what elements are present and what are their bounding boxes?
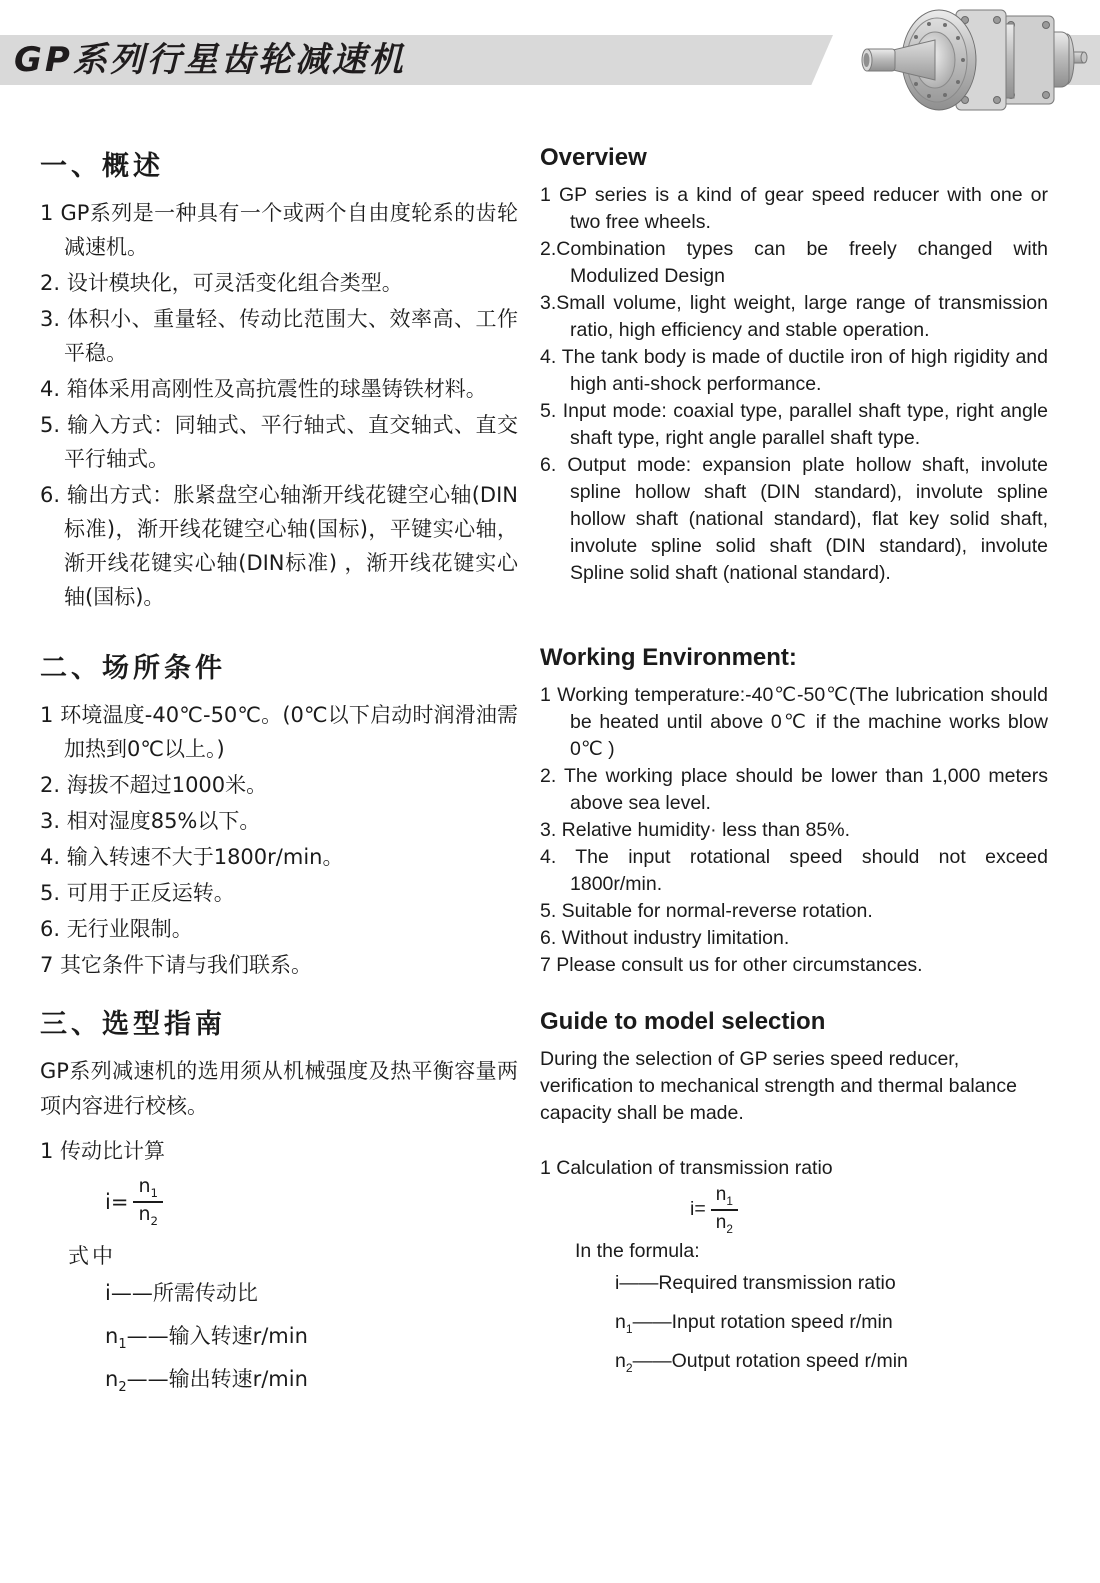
en-ratio-subheading: 1 Calculation of transmission ratio — [540, 1157, 833, 1179]
en-environment-heading: Working Environment: — [540, 644, 797, 671]
list-item: 3.Small volume, light weight, large range of transmission ratio, high efficiency and stable operation. — [540, 292, 1048, 341]
definition-line: $n_1——Input$ rotation speed r/min — [615, 1310, 893, 1336]
page-title: GP系列行星齿轮减速机 — [14, 40, 406, 80]
fraction-numerator: $n_1$ — [711, 1184, 738, 1211]
formula-lhs: i= — [690, 1198, 706, 1221]
list-item: 3. Relative humidity· less than 85%. — [540, 819, 850, 841]
list-item: 4. 箱体采用高刚性及高抗震性的球墨铸铁材料。 — [40, 377, 487, 401]
list-item: 6. Output mode: expansion plate hollow shaft, involute spline hollow shaft (DIN standard), involute spline hollow shaft (national standard), flat key solid shaft, involute spline solid shaft (DIN standard), involute Spline solid shaft (national standard). — [540, 454, 1048, 584]
definition-line: $n_2——$输出转速r/min — [105, 1367, 308, 1396]
list-item: 1 GP系列是一种具有一个或两个自由度轮系的齿轮减速机。 — [40, 201, 518, 259]
zh-selection-intro: GP系列减速机的选用须从机械强度及热平衡容量两项内容进行校核。 — [40, 1059, 518, 1118]
en-guide-section — [540, 1008, 1048, 1384]
zh-conditions-heading: 二、场所条件 — [40, 653, 226, 684]
fraction — [133, 1176, 163, 1228]
list-item: 6. 输出方式：胀紧盘空心轴渐开线花键空心轴(DIN标准)，渐开线花键空心轴(国标)，平键实心轴，渐开线花键实心轴(DIN标准) ，渐开线花键实心轴(国标)。 — [40, 483, 518, 609]
list-item: 5. Input mode: coaxial type, parallel shaft type, right angle shaft type, right angle parallel shaft type. — [540, 400, 1048, 449]
transmission-ratio-formula — [105, 1176, 518, 1228]
zh-overview-section — [40, 144, 518, 616]
en-environment-section — [540, 644, 1048, 979]
list-item: 5. 可用于正反运转。 — [40, 881, 235, 905]
list-item: 1 Working temperature:-40℃-50℃(The lubrication should be heated until above 0℃ if the machine works blow 0℃ ) — [540, 684, 1048, 760]
list-item: 1 环境温度-40℃-50℃。(0℃以下启动时润滑油需加热到0℃以上。) — [40, 703, 518, 761]
gear-reducer-image — [853, 2, 1100, 120]
list-item: 4. 输入转速不大于1800r/min。 — [40, 845, 344, 869]
definition-line: i——Required transmission ratio — [615, 1271, 896, 1294]
en-guide-intro: During the selection of GP series speed reducer, verification to mechanical strength and thermal balance capacity shall be made. — [540, 1048, 1017, 1124]
zh-ratio-subheading: 1 传动比计算 — [40, 1139, 166, 1163]
transmission-ratio-formula — [690, 1184, 1048, 1236]
list-item: 6. 无行业限制。 — [40, 917, 193, 941]
list-item: 3. 相对湿度85%以下。 — [40, 809, 261, 833]
zh-selection-heading: 三、选型指南 — [40, 1009, 226, 1040]
list-item: 3. 体积小、重量轻、传动比范围大、效率高、工作平稳。 — [40, 307, 518, 365]
list-item: 4. The tank body is made of ductile iron of high rigidity and high anti-shock performance. — [540, 346, 1048, 395]
list-item: 6. Without industry limitation. — [540, 927, 790, 949]
list-item: 5. 输入方式：同轴式、平行轴式、直交轴式、直交平行轴式。 — [40, 413, 518, 471]
definition-line: $n_1——$输入转速r/min — [105, 1324, 308, 1353]
definition-line: $n_2——Output$ rotation speed r/min — [615, 1349, 908, 1375]
formula-label: In the formula: — [575, 1239, 700, 1262]
list-item: 4. The input rotational speed should not exceed 1800r/min. — [540, 846, 1048, 895]
list-item: 1 GP series is a kind of gear speed reducer with one or two free wheels. — [540, 184, 1048, 233]
list-item: 2. The working place should be lower than 1,000 meters above sea level. — [540, 765, 1048, 814]
list-item: 2. 设计模块化，可灵活变化组合类型。 — [40, 271, 403, 295]
definition-line: i——所需传动比 — [105, 1280, 258, 1305]
en-guide-heading: Guide to model selection — [540, 1008, 826, 1035]
list-item: 2.Combination types can be freely changed with Modulized Design — [540, 238, 1048, 287]
fraction — [711, 1184, 738, 1236]
list-item: 2. 海拔不超过1000米。 — [40, 773, 268, 797]
fraction-denominator: $n_2$ — [138, 1202, 158, 1228]
list-item: 7 Please consult us for other circumstances. — [540, 954, 923, 976]
formula-lhs: i= — [105, 1189, 129, 1214]
list-item: 7 其它条件下请与我们联系。 — [40, 953, 313, 977]
en-overview-heading: Overview — [540, 144, 647, 171]
zh-conditions-section — [40, 646, 518, 984]
zh-selection-section — [40, 1002, 518, 1406]
list-item: 5. Suitable for normal-reverse rotation. — [540, 900, 873, 922]
zh-overview-heading: 一、概述 — [40, 151, 164, 182]
en-overview-section — [540, 144, 1048, 587]
fraction-numerator: $n_1$ — [133, 1176, 163, 1203]
fraction-denominator: $n_2$ — [715, 1211, 733, 1236]
formula-label: 式中 — [68, 1243, 116, 1268]
